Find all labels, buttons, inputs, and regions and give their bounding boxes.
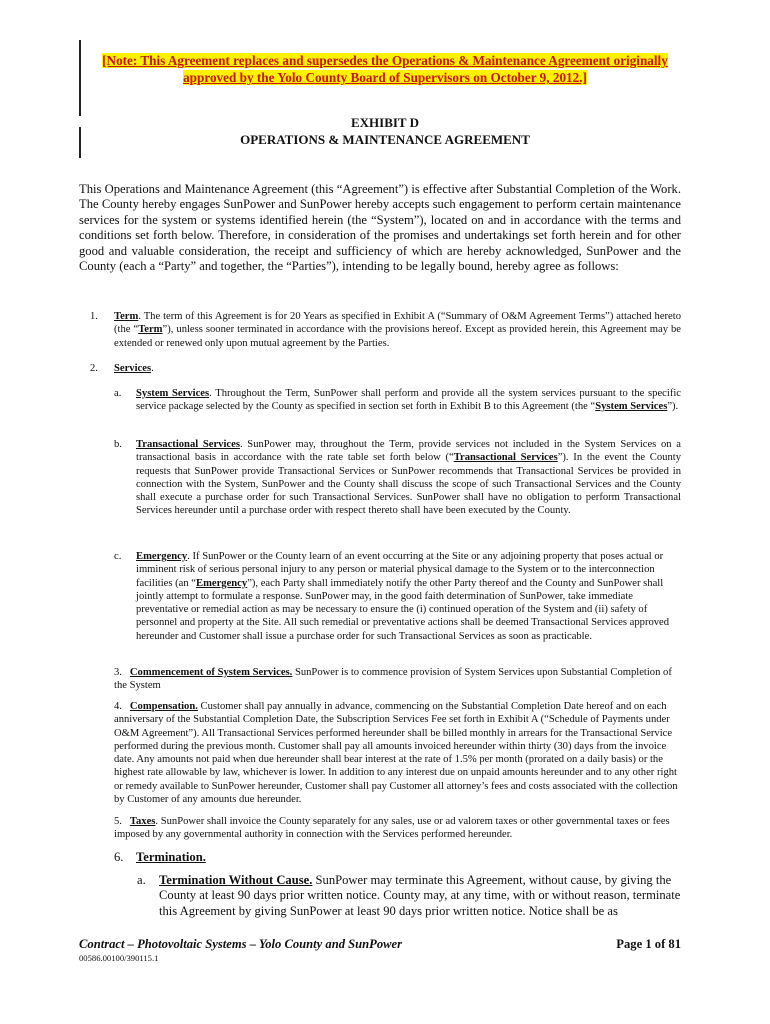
footer-page-number: Page 1 of 81 [616,937,681,951]
section-heading: Taxes [129,816,156,827]
section-compensation [114,700,681,806]
section-heading: Services [114,363,152,374]
subsection-emergency [136,550,681,643]
defined-term: Emergency [196,577,248,589]
footer-document-code: 00586.00100/390115.1 [79,953,159,963]
section-text: SunPower is to commence provision of System Services upon Substantial Completion of the System [114,667,672,692]
note-line-1: [Note: This Agreement replaces and supersedes the Operations & Maintenance Agreement originally [102,53,668,68]
subsection-text: . Throughout the Term, SunPower shall perform and provide all the system services pursuant to the specific service package selected by the County as specified in section set forth in Exhibit B to this Agreement (the “ [136,388,681,413]
subsection-termination-without-cause [159,873,681,919]
document-title: OPERATIONS & MAINTENANCE AGREEMENT [240,132,530,147]
section-heading: Commencement of System Services. [129,667,293,678]
section-number: 4. [114,701,122,712]
section-text: . SunPower shall invoice the County separately for any sales, use or ad valorem taxes or other governmental taxes or fees imposed by any governmental authority in connection with the Services performed hereunder. [114,816,670,841]
section-text: ”), unless sooner terminated in accordance with the provisions hereof. Except as provided herein, this Agreement may be extended or renewed only upon mutual agreement by the Parties. [114,324,682,349]
defined-term: System Services [595,401,668,413]
footer-contract-title: Contract – Photovoltaic Systems – Yolo County and SunPower [79,937,403,951]
section-number: 2. [90,363,98,374]
revision-bar [79,127,81,158]
subsection-text: ”), each Party shall immediately notify the other Party thereof and the County and SunPower shall jointly attempt to formulate a response. SunPower may, in the good faith determination of SunPower, take immediate preventative or remedial action as may be necessary to ensure the (i) continued operation of the System and (ii) safety of personnel and property at the Site. All such remedial or preventative actions shall be deemed Transactional Services approved hereunder and Customer shall issue a purchase order for such Transactional Services as soon as practicable. [136,577,670,642]
replacement-note [100,52,670,86]
subsection-text: . If SunPower or the County learn of an event occurring at the Site or any adjoining property that poses actual or imminent risk of serious personal injury to any person or material physical damage to the System or to the interconnection facilities (an “ [136,551,664,589]
section-heading: Term [114,311,139,322]
section-text: Customer shall pay annually in advance, commencing on the Substantial Completion Date hereof and on each anniversary of the Substantial Completion Date, the Subscription Services Fee set forth in Exhibit A (“Schedule of Payments under O&M Agreement”). All Transactional Services performed hereunder shall be billed monthly in arrears for the Transactional Service performed during the previous month. Customer shall pay all amounts invoiced hereunder within thirty (30) days from the invoice date. Any amounts not paid when due hereunder shall bear interest at the rate of 1.5% per month (prorated on a daily basis) or the highest rate allowable by law, whichever is lower. In addition to any interest due on unpaid amounts hereunder and to any other right or remedy available to SunPower hereunder, Customer shall pay Customer all attorney’s fees and costs associated with the collection by Customer of any amounts due hereunder. [114,701,678,806]
section-services [114,362,681,375]
exhibit-label: EXHIBIT D [350,115,420,130]
note-line-2: approved by the Yolo County Board of Supervisors on October 9, 2012.] [183,70,587,85]
subsection-heading: Termination Without Cause. [159,873,313,887]
subsection-letter: b. [114,439,122,450]
subsection-letter: a. [137,873,146,887]
subsection-letter: a. [114,388,122,399]
defined-term: Term [138,324,163,336]
subsection-text: ”). In the event the County requests that SunPower provide Transactional Services or SunPower recommends that Transactional Services be provided in connection with the System, SunPower and the County shall discuss the scope of such Transactional Services and the County shall execute a purchase order for such Transactional Services. SunPower shall have no obligation to perform Transactional Services hereunder until a purchase order with respect thereto shall have been executed by the County. [136,452,681,517]
subsection-text: SunPower may terminate this Agreement, without cause, by giving the County at least 90 days prior written notice. County may, at any time, with or without reason, terminate this Agreement by giving SunPower at least 90 days prior written notice. Notice shall be as [159,873,681,918]
subsection-heading: Emergency [136,551,188,562]
section-text: . The term of this Agreement is for 20 Years as specified in Exhibit A (“Summary of O&M Agreement Terms”) attached hereto (the “ [114,311,681,336]
defined-term: Transactional Services [453,452,558,464]
section-heading: Termination. [136,850,206,864]
section-termination [136,850,681,865]
section-term [114,310,681,350]
subsection-heading: System Services [136,388,210,399]
subsection-text: . SunPower may, throughout the Term, provide services not included in the System Services on a transactional basis in accordance with the rate table set forth below (“ [136,439,681,464]
subsection-heading: Transactional Services [136,439,240,450]
revision-bar [79,40,81,116]
subsection-letter: c. [114,551,122,562]
section-number: 6. [114,850,124,864]
section-text: . [151,363,154,374]
section-number: 1. [90,311,98,322]
section-taxes [114,815,681,842]
section-heading: Compensation. [129,701,198,712]
intro-paragraph: This Operations and Maintenance Agreement (this “Agreement”) is effective after Substantial Completion of the Work. The County hereby engages SunPower and SunPower hereby accepts such engagement to perform certain maintenance services for the system or systems identified herein (the “System”), located on and in accordance with the terms and conditions set forth below. Therefore, in consideration of the promises and undertakings set forth herein and for other good and valuable consideration, the receipt and sufficiency of which are hereby acknowledged, SunPower and the County (each a “Party” and together, the “Parties”), intending to be legally bound, hereby agree as follows: [79,182,681,274]
subsection-transactional-services [136,438,681,518]
section-number: 5. [114,816,122,827]
section-number: 3. [114,667,122,678]
section-commencement [114,666,681,693]
subsection-system-services [136,387,681,414]
subsection-text: ”). [667,401,679,413]
